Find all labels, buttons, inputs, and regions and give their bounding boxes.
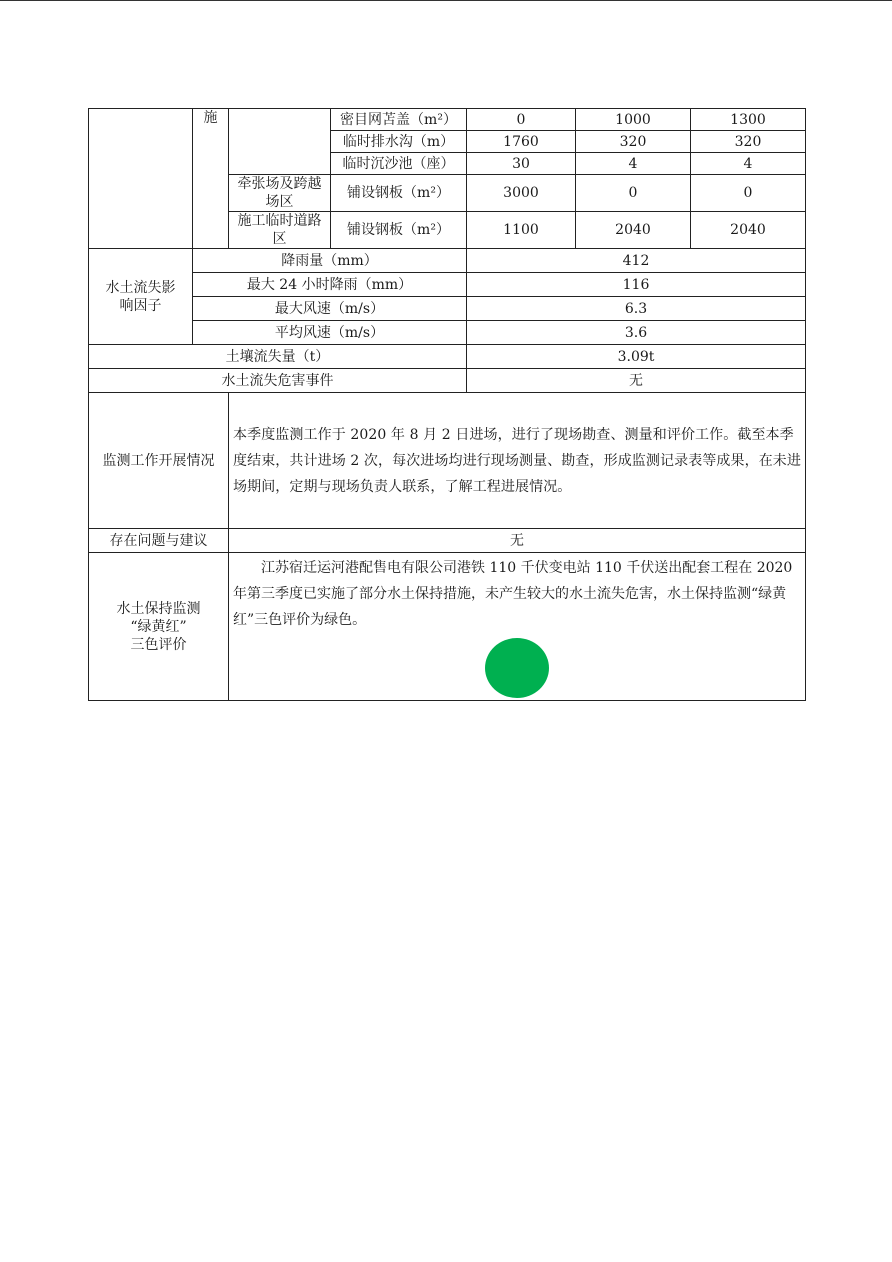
value-cell: 320 [576, 131, 691, 153]
table-row [89, 529, 806, 553]
hazard-value: 无 [467, 369, 806, 393]
factor-value: 412 [467, 249, 806, 273]
table-row [89, 273, 806, 297]
issues-value: 无 [229, 529, 806, 553]
value-cell: 1300 [691, 109, 806, 131]
page-top-border [0, 0, 892, 1]
evaluation-label-line: “绿黄红” [130, 618, 187, 635]
factor-value: 3.6 [467, 321, 806, 345]
value-cell: 0 [576, 175, 691, 212]
table-row [89, 297, 806, 321]
work-label: 监测工作开展情况 [89, 393, 229, 529]
evaluation-text: 江苏宿迁运河港配售电有限公司港铁 110 千伏变电站 110 千伏送出配套工程在 2020 年第三季度已实施了部分水土保持措施，未产生较大的水土流失危害，水土保持监测“绿黄红”三色评价为绿色。 [233, 560, 793, 628]
table-row [89, 321, 806, 345]
evaluation-label [89, 553, 229, 701]
value-cell: 320 [691, 131, 806, 153]
area-name: 牵张场及跨越场区 [229, 175, 331, 212]
table-row [89, 109, 806, 131]
value-cell: 2040 [691, 212, 806, 249]
soil-loss-label: 土壤流失量（t） [89, 345, 467, 369]
value-cell: 0 [691, 175, 806, 212]
evaluation-label-line: 水土保持监测 [116, 600, 201, 617]
value-cell: 2040 [576, 212, 691, 249]
value-cell: 4 [576, 153, 691, 175]
green-rating-dot [485, 638, 549, 698]
blank-cell [89, 109, 193, 249]
measure-column-label: 施 [193, 109, 229, 249]
factor-name: 平均风速（m/s） [193, 321, 467, 345]
monitoring-table [88, 108, 806, 701]
measure-name: 临时排水沟（m） [331, 131, 467, 153]
measure-name: 铺设钢板（m²） [331, 175, 467, 212]
factors-label: 水土流失影响因子 [89, 249, 193, 345]
table-row [89, 345, 806, 369]
work-text: 本季度监测工作于 2020 年 8 月 2 日进场，进行了现场勘查、测量和评价工作。截至本季度结束，共计进场 2 次，每次进场均进行现场测量、勘查，形成监测记录表等成果，在未进场期间，定期与现场负责人联系，了解工程进展情况。 [229, 393, 806, 529]
measure-name: 临时沉沙池（座） [331, 153, 467, 175]
table-row [89, 553, 806, 701]
factor-name: 降雨量（mm） [193, 249, 467, 273]
measure-name: 铺设钢板（m²） [331, 212, 467, 249]
area-name: 施工临时道路区 [229, 212, 331, 249]
evaluation-cell [229, 553, 806, 701]
soil-loss-value: 3.09t [467, 345, 806, 369]
issues-label: 存在问题与建议 [89, 529, 229, 553]
table-row [89, 369, 806, 393]
factor-name: 最大 24 小时降雨（mm） [193, 273, 467, 297]
value-cell: 0 [467, 109, 576, 131]
blank-cell [229, 109, 331, 175]
factor-value: 6.3 [467, 297, 806, 321]
factor-name: 最大风速（m/s） [193, 297, 467, 321]
value-cell: 1760 [467, 131, 576, 153]
value-cell: 1100 [467, 212, 576, 249]
table-row [89, 249, 806, 273]
value-cell: 3000 [467, 175, 576, 212]
evaluation-label-line: 三色评价 [130, 636, 187, 653]
value-cell: 1000 [576, 109, 691, 131]
measure-name: 密目网苫盖（m²） [331, 109, 467, 131]
factor-value: 116 [467, 273, 806, 297]
value-cell: 4 [691, 153, 806, 175]
table-row [89, 393, 806, 529]
value-cell: 30 [467, 153, 576, 175]
hazard-label: 水土流失危害事件 [89, 369, 467, 393]
